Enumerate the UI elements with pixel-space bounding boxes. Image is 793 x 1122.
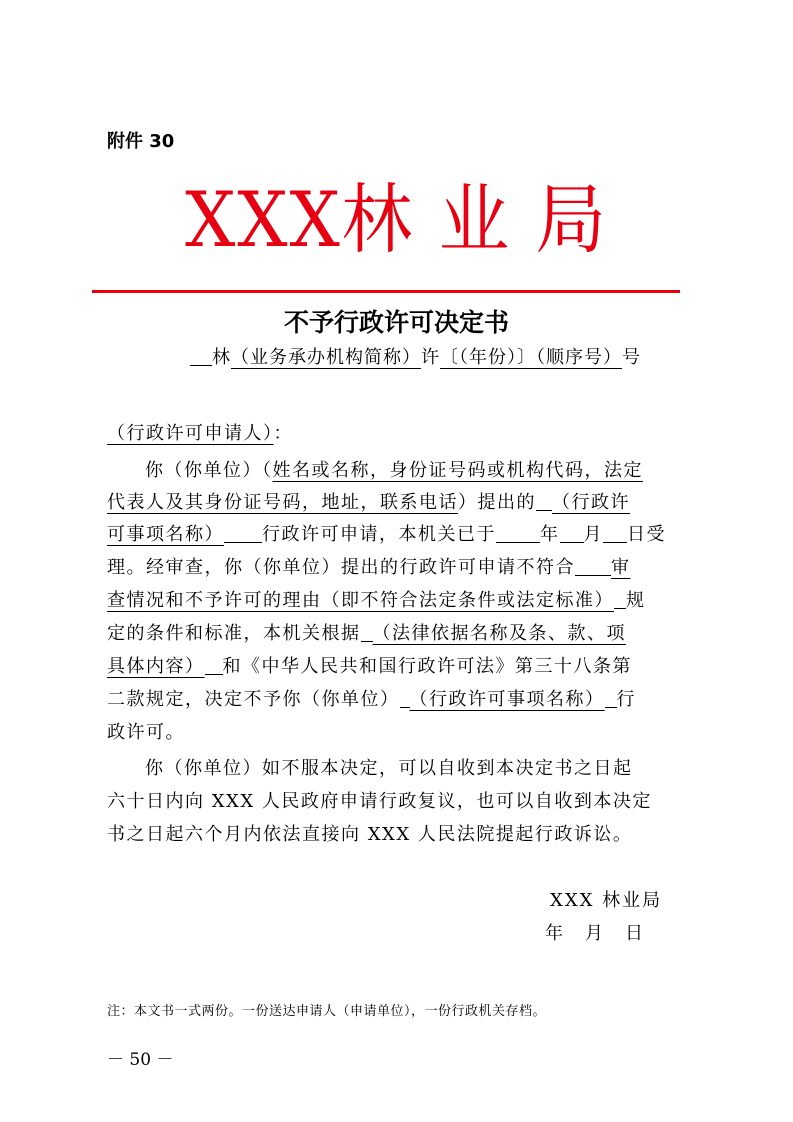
agency-title: XXX林 业 局 <box>185 175 608 264</box>
signature-agency: XXX 林业局 <box>550 890 663 911</box>
p1-l5-a: 查情况和不予许可的理由（即不符合法定条件或法定标准） <box>107 590 614 611</box>
document-title: 不予行政许可决定书 <box>283 308 509 337</box>
blank-l3-day <box>603 523 627 543</box>
p1-l8-a: 二款规定，决定不予你（你单位） <box>107 689 400 710</box>
p1-l1-a: 你（你单位）（ <box>145 460 273 481</box>
para1-line8 <box>107 685 636 711</box>
p1-l3-month: 月 <box>583 524 603 545</box>
number-year-group <box>440 347 536 368</box>
salutation-applicant: （行政许可申请人） <box>107 423 274 444</box>
page-number: － 50 － <box>107 1050 174 1070</box>
salutation <box>107 419 293 445</box>
signature-date: 年 月 日 <box>545 923 645 944</box>
blank-number-prefix <box>190 346 212 366</box>
number-suffix: 号 <box>622 347 641 368</box>
p1-l3-a: 可事项名称） <box>107 524 224 545</box>
para1-line4 <box>107 553 631 579</box>
p1-l3-b: 行政许可申请，本机关已于 <box>262 524 496 545</box>
p1-l3-year: 年 <box>540 524 560 545</box>
blank-l3-month <box>560 523 584 543</box>
blank-l8-b <box>605 688 617 708</box>
blank-l2 <box>536 491 552 511</box>
para2-line1: 你（你单位）如不服本决定，可以自收到本决定书之日起 <box>145 758 633 779</box>
blank-l8-a <box>400 688 410 708</box>
para1-line6 <box>107 619 626 645</box>
p1-l4-b: 审 <box>611 557 631 578</box>
attachment-label: 附件 30 <box>107 131 175 152</box>
p1-l2-a: 代表人及其身份证号码，地址，联系电话 <box>107 492 458 513</box>
p1-l3-day: 日受 <box>627 524 666 545</box>
blank-l3-year <box>496 523 540 543</box>
blank-l7 <box>205 655 223 675</box>
number-seq: （顺序号） <box>536 347 622 368</box>
number-agency: （业务承办机构简称） <box>231 347 421 368</box>
blank-l3-a <box>224 523 262 543</box>
number-year: （年份） <box>459 347 517 368</box>
p1-l4-a: 理。经审查，你（你单位）提出的行政许可申请不符合 <box>107 557 575 578</box>
para1-line7 <box>107 652 632 678</box>
red-divider <box>92 290 680 293</box>
para2-line3: 书之日起六个月内依法直接向 XXX 人民法院提起行政诉讼。 <box>107 824 633 845</box>
para1-line2 <box>107 488 630 514</box>
para1-line5 <box>107 586 646 612</box>
para1-line9: 政许可。 <box>107 722 185 743</box>
document-number <box>190 343 641 369</box>
para1-line3 <box>107 520 666 546</box>
p1-l6-b: （法律依据名称及条、款、项 <box>372 623 626 644</box>
p1-l1-b: 姓名或名称，身份证号码或机构代码，法定 <box>272 460 643 481</box>
blank-l6 <box>361 622 373 642</box>
p1-l2-c: （行政许 <box>552 492 630 513</box>
number-bracket-open: 〔 <box>440 347 459 368</box>
salutation-colon: ： <box>273 423 293 444</box>
p1-l7-a: 具体内容） <box>107 656 205 677</box>
p1-l6-a: 定的条件和标准，本机关根据 <box>107 623 361 644</box>
para1-line1 <box>145 456 643 482</box>
p1-l5-b: 规 <box>626 590 646 611</box>
number-bracket-close: 〕 <box>517 347 536 368</box>
number-prefix: 林 <box>212 347 231 368</box>
footnote: 注：本文书一式两份。一份送达申请人（申请单位），一份行政机关存档。 <box>107 1004 547 1019</box>
p1-l8-b: （行政许可事项名称） <box>409 689 605 710</box>
p1-l7-b: 和《中华人民共和国行政许可法》第三十八条第 <box>222 656 632 677</box>
p1-l2-b: ）提出的 <box>458 492 536 513</box>
p1-l8-c: 行 <box>616 689 636 710</box>
blank-l4 <box>575 556 611 576</box>
blank-l5 <box>614 589 626 609</box>
number-xu: 许 <box>421 347 440 368</box>
para2-line2: 六十日内向 XXX 人民政府申请行政复议，也可以自收到本决定 <box>107 791 652 812</box>
